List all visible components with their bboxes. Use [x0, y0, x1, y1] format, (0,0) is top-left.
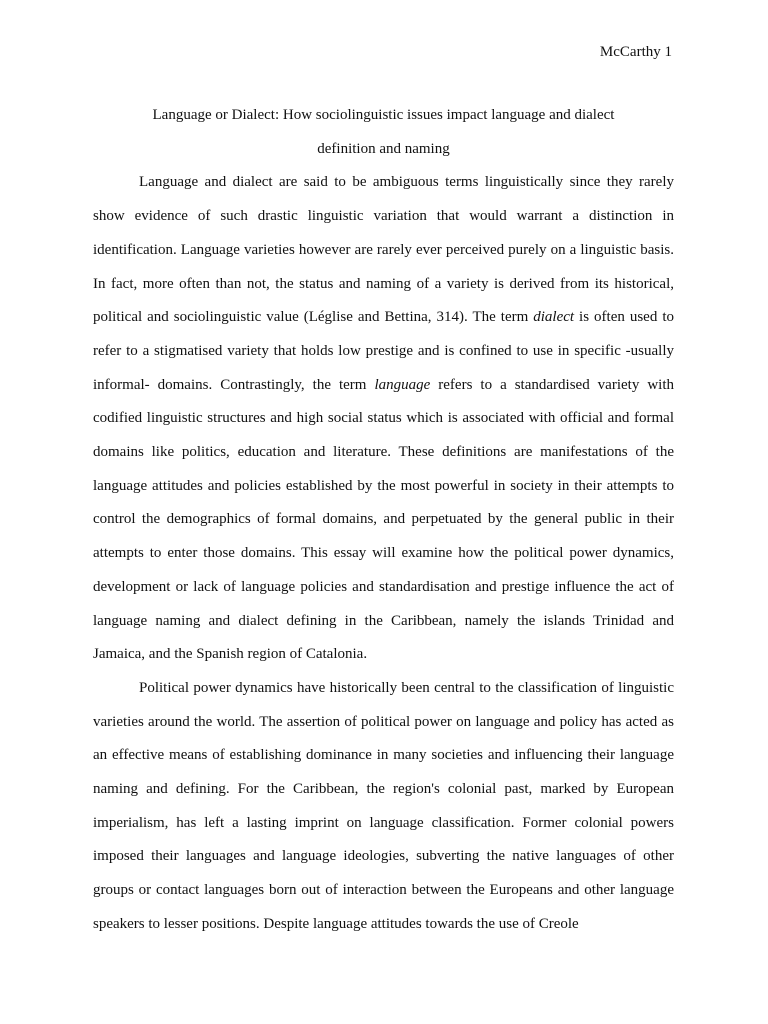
paragraph-1-text-b: is often used to refer to a stigmatised variety that holds low prestige and is confined to use in specific -usually informal- domains. Contrastingly, the term: [93, 309, 674, 393]
italic-term-dialect: dialect: [533, 309, 575, 326]
paragraph-2: [93, 672, 674, 942]
italic-term-language: language: [374, 376, 431, 393]
paragraph-1-text-c: refers to a standardised variety with codified linguistic structures and high social status which is associated with official and formal domains like politics, education and literature. These definitions are manifestations of the language attitudes and policies established by the most powerful in society in their attempts to control the demographics of formal domains, and perpetuated by the general public in their attempts to enter those domains. This essay will examine how the political power dynamics, development or lack of language policies and standardisation and prestige influence the act of language naming and dialect defining in the Caribbean, namely the islands Trinidad and Jamaica, and the Spanish region of Catalonia.: [93, 376, 674, 663]
paragraph-2-text: Political power dynamics have historically been central to the classification of linguistic varieties around the world. The assertion of political power on language and policy has acted as an effective means of establishing dominance in many societies and influencing their language naming and defining. For the Caribbean, the region's colonial past, marked by European imperialism, has left a lasting imprint on language classification. Former colonial powers imposed their languages and language ideologies, subverting the native languages of other groups or contact languages born out of interaction between the Europeans and other language speakers to lesser positions. Despite language attitudes towards the use of Creole: [93, 679, 674, 932]
paragraph-1: [93, 166, 674, 672]
essay-title-line-2: definition and naming: [317, 140, 450, 157]
document-body: [93, 99, 674, 942]
page-header-author-page-number: McCarthy 1: [599, 44, 672, 60]
paragraph-1-text-a: Language and dialect are said to be ambiguous terms linguistically since they rarely show evidence of such drastic linguistic variation that would warrant a distinction in identification. Language varieties however are rarely ever perceived purely on a linguistic basis. In fact, more often than not, the status and naming of a variety is derived from its historical, political and sociolinguistic value (Léglise and Bettina, 314). The term: [93, 174, 674, 326]
essay-title-line-1: Language or Dialect: How sociolinguistic issues impact language and dialect: [152, 107, 615, 123]
essay-title: [93, 99, 674, 166]
